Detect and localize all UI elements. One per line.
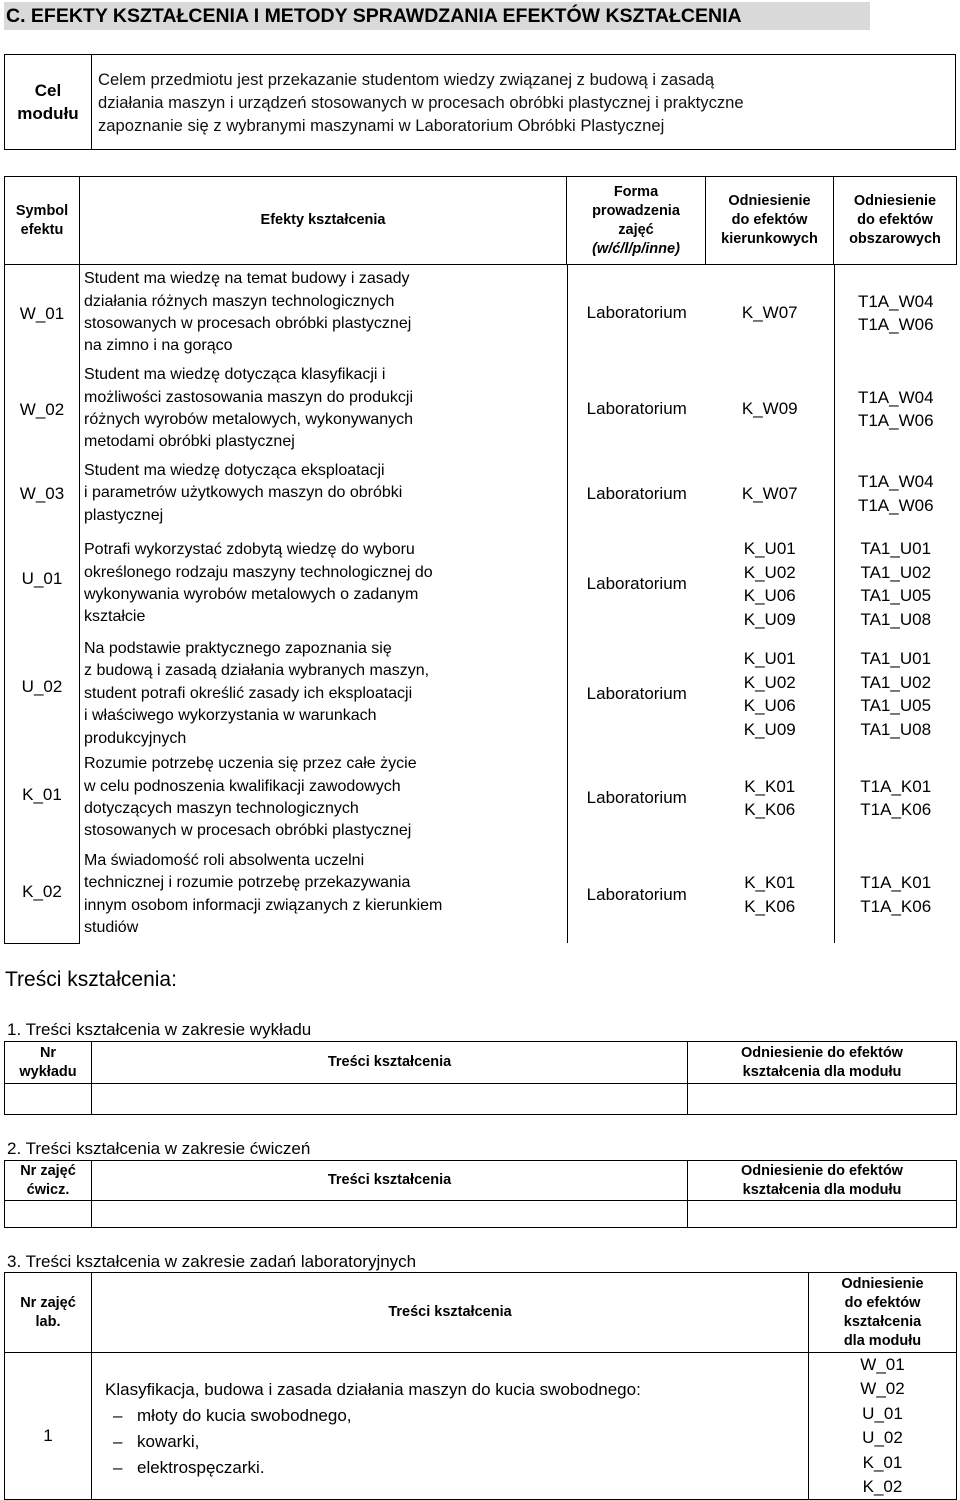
cwiczenia-title: 2. Treści kształcenia w zakresie ćwiczeń: [7, 1139, 311, 1158]
kierunkowy-ref: K_U02: [743, 672, 796, 692]
efekt-description: [80, 265, 567, 361]
lab-row-nr: 1: [5, 1353, 92, 1500]
efekt-description: [80, 457, 567, 530]
obszarowy-ref: T1A_W06: [857, 495, 934, 515]
efekt-row: [80, 530, 957, 638]
cel-modulu-text: [92, 55, 956, 150]
obszarowy-ref: TA1_U05: [860, 586, 932, 605]
efekt-row: [80, 638, 957, 750]
kierunkowy-ref: K_W07: [741, 303, 798, 323]
efekt-row: [80, 750, 957, 846]
lab-list-item: – kowarki,: [105, 1429, 808, 1455]
obszarowy-ref: TA1_U01: [860, 649, 932, 669]
cel-label-line: Cel: [34, 81, 62, 100]
efekty-rows: [80, 265, 957, 943]
laboratoria-title: 3. Treści kształcenia w zakresie zadań laboratoryjnych: [7, 1252, 417, 1271]
efekt-odniesienie-kierunkowe: [706, 750, 834, 846]
wyklad-title: 1. Treści kształcenia w zakresie wykładu: [7, 1020, 312, 1039]
cwiczenia-tresci-header: Treści kształcenia: [92, 1161, 688, 1201]
efekt-description: [80, 750, 567, 846]
symbol-efektu: K_01: [22, 785, 62, 804]
efekt-description-line: metodami obróbki plastycznej: [84, 433, 295, 451]
wyklad-empty-cell: [5, 1084, 92, 1115]
header-forma-prowadzenia: Forma prowadzenia zajęć (w/ć/l/p/inne): [567, 177, 706, 265]
efekt-row: [80, 265, 957, 361]
obszarowy-ref: T1A_W04: [857, 472, 934, 491]
lab-ref: U_01: [862, 1403, 903, 1423]
efekt-description-line: innym osobom informacji związanych z kierunkiem: [84, 896, 443, 914]
kierunkowy-ref: K_K06: [744, 800, 796, 820]
obszarowy-ref: T1A_W04: [857, 291, 934, 311]
efekt-description-line: dotyczących maszyn technologicznych: [84, 800, 359, 818]
kierunkowy-ref: K_W07: [741, 483, 798, 503]
efekt-description-line: i właściwego wykorzystania w warunkach: [84, 707, 377, 725]
efekt-odniesienie-kierunkowe: [706, 361, 834, 457]
kierunkowy-ref: K_U06: [743, 696, 796, 716]
kierunkowy-ref: K_U01: [743, 649, 796, 669]
symbol-efektu: U_01: [21, 569, 63, 588]
efekt-description-line: określonego rodzaju maszyny technologicznej do: [84, 563, 433, 581]
kierunkowy-ref: K_U09: [743, 609, 796, 629]
efekt-description-line: wykonywania wyrobów metalowych o zadanym: [84, 586, 419, 603]
efekt-forma: Laboratorium: [586, 574, 687, 594]
obszarowy-ref: T1A_W06: [857, 411, 934, 430]
efekt-odniesienie-obszarowe: [834, 530, 957, 638]
symbol-efektu: K_02: [22, 882, 62, 901]
kierunkowy-ref: K_K01: [744, 776, 796, 796]
wyklad-odniesienie-header: Odniesienie do efektów kształcenia dla modułu: [688, 1042, 957, 1084]
efekt-description-line: na zimno i na gorąco: [84, 337, 233, 355]
lab-list-item: – elektrospęczarki.: [105, 1455, 808, 1481]
symbol-column: [5, 265, 80, 944]
efekt-odniesienie-kierunkowe: [706, 638, 834, 750]
efekt-description-line: stosowanych w procesach obróbki plastycznej: [84, 315, 412, 332]
kierunkowy-ref: K_U02: [743, 562, 796, 582]
lab-row-content: [92, 1353, 809, 1500]
efekt-description-line: Na podstawie praktycznego zapoznania się: [84, 640, 392, 657]
efekt-odniesienie-kierunkowe: [706, 530, 834, 638]
efekt-description: [80, 846, 567, 943]
lab-row-main: Klasyfikacja, budowa i zasada działania maszyn do kucia swobodnego:: [105, 1380, 641, 1400]
efekt-odniesienie-obszarowe: [834, 846, 957, 943]
wyklad-nr-header: Nr wykładu: [5, 1042, 92, 1084]
lab-ref: W_02: [860, 1379, 905, 1399]
cel-modulu-table: [4, 54, 956, 150]
header-odniesienie-obszarowych: Odniesienie do efektów obszarowych: [834, 177, 957, 265]
cwiczenia-table: [4, 1160, 957, 1228]
lab-row-list: [105, 1403, 808, 1481]
efekt-description-line: w celu podnoszenia kwalifikacji zawodowych: [84, 777, 401, 795]
kierunkowy-ref: K_U09: [743, 719, 796, 739]
efekt-forma: Laboratorium: [586, 884, 687, 904]
header-odniesienie-kierunkowych: Odniesienie do efektów kierunkowych: [706, 177, 834, 265]
cwiczenia-empty-cell: [5, 1201, 92, 1228]
obszarowy-ref: TA1_U08: [860, 719, 932, 739]
efekt-description-line: technicznej i rozumie potrzebę przekazywania: [84, 874, 411, 892]
efekt-odniesienie-obszarowe: [834, 265, 957, 361]
efekt-description: [80, 361, 567, 457]
efekt-odniesienie-obszarowe: [834, 361, 957, 457]
obszarowy-ref: T1A_W06: [857, 315, 934, 334]
efekt-odniesienie-obszarowe: [834, 750, 957, 846]
efekt-description-line: działania różnych maszyn technologicznych: [84, 292, 395, 310]
efekt-description-line: studiów: [84, 918, 139, 936]
lab-ref: U_02: [862, 1428, 903, 1448]
cel-text-line: Celem przedmiotu jest przekazanie studentom wiedzy związanej z budową i zasadą: [98, 69, 715, 89]
lab-row-refs: [809, 1353, 957, 1500]
symbol-efektu: W_01: [19, 304, 65, 323]
obszarowy-ref: TA1_U08: [860, 609, 932, 629]
efekt-row: [80, 846, 957, 943]
efekt-description-line: Student ma wiedzę dotycząca eksploatacji: [84, 461, 385, 479]
kierunkowy-ref: K_U01: [743, 539, 796, 558]
obszarowy-ref: T1A_W04: [857, 387, 934, 407]
lab-nr-header: Nr zajęć lab.: [5, 1273, 92, 1353]
wyklad-tresci-header: Treści kształcenia: [92, 1042, 688, 1084]
symbol-efektu: U_02: [21, 677, 63, 696]
symbol-efektu: W_02: [19, 400, 65, 419]
lab-list-item: – młoty do kucia swobodnego,: [105, 1403, 808, 1429]
efekt-description-line: możliwości zastosowania maszyn do produkcji: [84, 388, 414, 406]
efekt-odniesienie-kierunkowe: [706, 846, 834, 943]
efekt-description-line: Rozumie potrzebę uczenia się przez całe życie: [84, 755, 417, 773]
wyklad-empty-cell: [688, 1084, 957, 1115]
tresci-heading: Treści kształcenia:: [5, 968, 177, 991]
cel-label-line: modułu: [17, 104, 79, 123]
obszarowy-ref: TA1_U05: [860, 696, 932, 716]
lab-ref: W_01: [860, 1355, 905, 1374]
header-symbol-efektu: Symbol efektu: [5, 177, 80, 265]
lab-odniesienie-header: Odniesienie do efektów kształcenia dla modułu: [809, 1273, 957, 1353]
efekt-description-line: produkcyjnych: [84, 729, 187, 747]
cwiczenia-empty-cell: [688, 1201, 957, 1228]
header-efekty-ksztalcenia: Efekty kształcenia: [80, 177, 567, 265]
efekt-description-line: Potrafi wykorzystać zdobytą wiedzę do wyboru: [84, 541, 415, 559]
efekt-description-line: kształcie: [84, 608, 146, 626]
kierunkowy-ref: K_K01: [744, 873, 796, 893]
efekt-forma: Laboratorium: [586, 788, 687, 808]
efekt-odniesienie-kierunkowe: [706, 457, 834, 530]
efekt-description-line: plastycznej: [84, 506, 164, 524]
lab-tresci-header: Treści kształcenia: [92, 1273, 809, 1353]
efekt-description-line: z budową i zasadą działania wybranych maszyn,: [84, 662, 430, 680]
efekt-description: [80, 638, 567, 750]
efekt-description-line: i parametrów użytkowych maszyn do obróbki: [84, 484, 403, 502]
cwiczenia-nr-header: Nr zajęć ćwicz.: [5, 1161, 92, 1201]
page-title: C. EFEKTY KSZTAŁCENIA I METODY SPRAWDZANIA EFEKTÓW KSZTAŁCENIA: [4, 2, 870, 30]
obszarowy-ref: TA1_U02: [860, 562, 932, 582]
efekt-odniesienie-obszarowe: [834, 457, 957, 530]
wyklad-empty-cell: [92, 1084, 688, 1115]
obszarowy-ref: T1A_K06: [860, 800, 932, 820]
efekt-description-line: Ma świadomość roli absolwenta uczelni: [84, 851, 365, 869]
efekt-description-line: stosowanych w procesach obróbki plastycznej: [84, 822, 412, 840]
efekt-description-line: student potrafi określić zasady ich eksploatacji: [84, 684, 413, 702]
cwiczenia-odniesienie-header: Odniesienie do efektów kształcenia dla modułu: [688, 1161, 957, 1201]
lab-ref: K_01: [862, 1452, 903, 1472]
symbol-efektu: W_03: [19, 484, 65, 503]
efekt-row: [80, 361, 957, 457]
efekt-description-line: Student ma wiedzę dotycząca klasyfikacji i: [84, 366, 386, 384]
cel-text-line: zapoznanie się z wybranymi maszynami w Laboratorium Obróbki Plastycznej: [98, 115, 665, 135]
efekt-description-line: różnych wyrobów metalowych, wykonywanych: [84, 411, 414, 428]
efekt-forma: Laboratorium: [586, 303, 687, 323]
efekt-odniesienie-obszarowe: [834, 638, 957, 750]
obszarowy-ref: T1A_K06: [860, 896, 932, 916]
efekt-description-line: Student ma wiedzę na temat budowy i zasady: [84, 270, 410, 288]
efekt-description: [80, 530, 567, 638]
efekt-forma: Laboratorium: [586, 483, 687, 503]
obszarowy-ref: TA1_U01: [860, 539, 932, 558]
efekt-row: [80, 457, 957, 530]
efekt-odniesienie-kierunkowe: [706, 265, 834, 361]
obszarowy-ref: T1A_K01: [860, 873, 932, 893]
wyklad-table: [4, 1041, 957, 1115]
laboratoria-table: [4, 1272, 957, 1500]
cwiczenia-empty-cell: [92, 1201, 688, 1228]
kierunkowy-ref: K_W09: [741, 399, 798, 419]
lab-ref: K_02: [862, 1477, 903, 1497]
cel-modulu-label: [5, 55, 92, 150]
efekt-forma: Laboratorium: [586, 684, 687, 704]
obszarowy-ref: T1A_K01: [860, 776, 932, 796]
kierunkowy-ref: K_U06: [743, 586, 796, 605]
efekty-ksztalcenia-table: [4, 176, 957, 944]
cel-text-line: działania maszyn i urządzeń stosowanych w procesach obróbki plastycznej i praktyczne: [98, 92, 744, 112]
obszarowy-ref: TA1_U02: [860, 672, 932, 692]
kierunkowy-ref: K_K06: [744, 896, 796, 916]
efekt-forma: Laboratorium: [586, 399, 687, 419]
